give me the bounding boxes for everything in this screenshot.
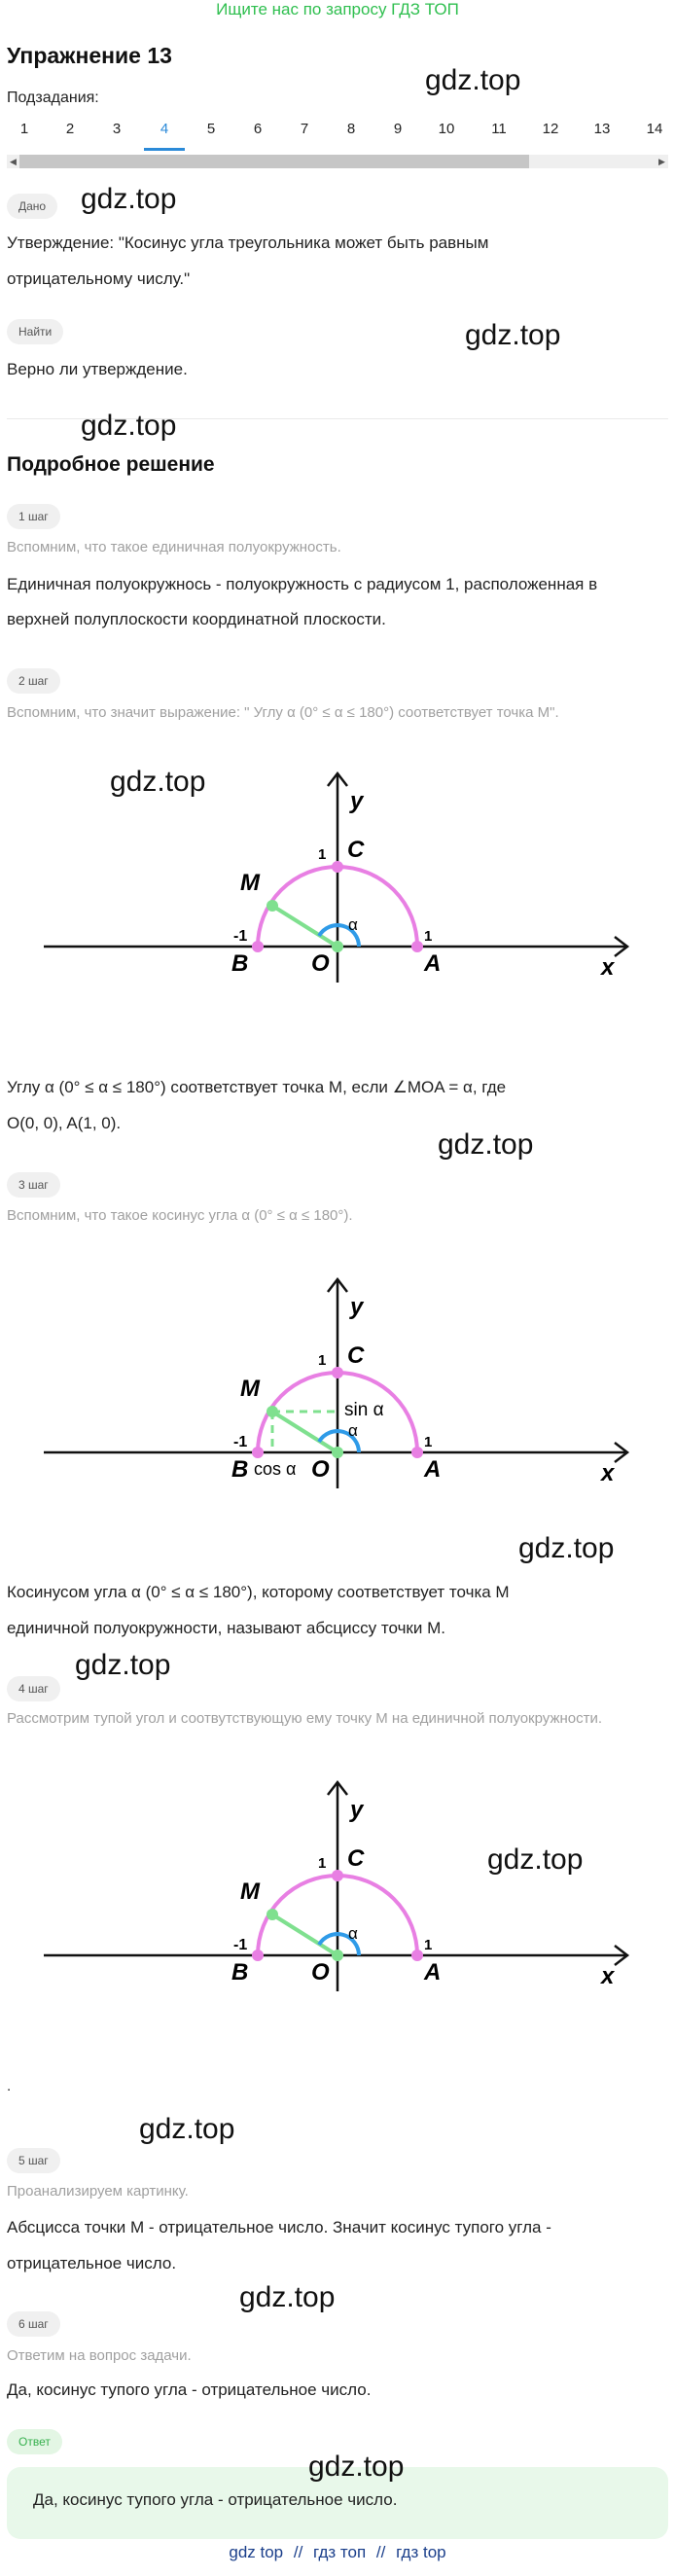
label-cos-alpha: cos α [254, 1459, 297, 1479]
label-one-right: 1 [424, 1434, 433, 1450]
watermark: gdz.top [139, 2113, 235, 2145]
tab-9[interactable]: 9 [393, 121, 403, 137]
step-1-line-1: Единичная полуокружнось - полуокружность с радиусом 1, расположенная в [7, 575, 598, 593]
label-b: B [231, 950, 249, 977]
label-alpha: α [348, 1924, 358, 1943]
tab-13[interactable]: 13 [593, 121, 611, 137]
label-b: B [231, 1959, 249, 1986]
label-one-top: 1 [318, 1352, 327, 1369]
step-2-chip: 2 шаг [7, 668, 60, 694]
tab-2[interactable]: 2 [65, 121, 75, 137]
label-c: C [347, 837, 365, 863]
step-2-note: Вспомним, что значит выражение: " Углу α (0° ≤ α ≤ 180°) соответствует точка M". [7, 704, 559, 721]
point-m [266, 1909, 278, 1920]
tab-10[interactable]: 10 [438, 121, 455, 137]
scroll-right-icon[interactable]: ▶ [658, 157, 665, 166]
step-6-chip: 6 шаг [7, 2311, 60, 2337]
label-m: M [240, 870, 260, 896]
point-b [252, 941, 264, 952]
label-minus-one: -1 [233, 1937, 248, 1953]
label-one-right: 1 [424, 928, 433, 945]
scrollbar-thumb[interactable] [19, 155, 529, 168]
point-m [266, 1406, 278, 1417]
label-a: A [424, 1959, 442, 1986]
step-5-chip: 5 шаг [7, 2148, 60, 2173]
label-alpha: α [348, 915, 358, 934]
step-6-line-1: Да, косинус тупого угла - отрицательное число. [7, 2380, 372, 2399]
given-line-1: Утверждение: "Косинус угла треугольника может быть равным [7, 233, 489, 252]
tab-12[interactable]: 12 [542, 121, 559, 137]
label-o: O [311, 1456, 330, 1483]
point-c [332, 1367, 343, 1378]
tab-8[interactable]: 8 [346, 121, 356, 137]
tab-4[interactable]: 4 [160, 121, 169, 137]
label-b: B [231, 1456, 249, 1483]
watermark: gdz.top [425, 64, 521, 96]
label-minus-one: -1 [233, 928, 248, 945]
label-o: O [311, 1959, 330, 1986]
point-c [332, 1870, 343, 1881]
scroll-left-icon[interactable]: ◀ [10, 157, 17, 166]
point-a [411, 941, 423, 952]
point-b [252, 1447, 264, 1458]
label-one-top: 1 [318, 846, 327, 863]
watermark: gdz.top [518, 1532, 615, 1564]
watermark: gdz.top [487, 1843, 584, 1876]
step-3-line-2: единичной полуокружности, называют абсциссу точки M. [7, 1619, 445, 1637]
answer-chip: Ответ [7, 2429, 62, 2454]
label-x: x [601, 1460, 615, 1486]
watermark: gdz.top [239, 2281, 336, 2313]
footer-link-gdz-top-mixed[interactable]: гдз top [396, 2543, 446, 2561]
find-chip: Найти [7, 319, 63, 344]
point-c [332, 861, 343, 873]
tab-5[interactable]: 5 [206, 121, 216, 137]
label-y: y [350, 1797, 364, 1823]
footer-links [0, 2543, 675, 2562]
label-o: O [311, 950, 330, 977]
label-sin-alpha: sin α [344, 1400, 384, 1420]
step-4-note: Рассмотрим тупой угол и соотвутствующую ему точку M на единичной полуокружности. [7, 1710, 603, 1727]
point-o [332, 1950, 343, 1961]
page-title: Упражнение 13 [7, 43, 172, 68]
label-x: x [601, 954, 615, 981]
point-o [332, 1447, 343, 1458]
point-b [252, 1950, 264, 1961]
step-3-chip: 3 шаг [7, 1172, 60, 1198]
watermark: gdz.top [465, 319, 561, 351]
watermark: gdz.top [81, 183, 177, 215]
promo-banner[interactable]: Ищите нас по запросу ГДЗ ТОП [216, 0, 459, 18]
point-o [332, 941, 343, 952]
tab-11[interactable]: 11 [491, 121, 507, 137]
find-text: Верно ли утверждение. [7, 360, 188, 378]
active-tab-indicator [144, 148, 185, 151]
step-5-line-1: Абсцисса точки M - отрицательное число. Значит косинус тупого угла - [7, 2218, 551, 2236]
point-a [411, 1447, 423, 1458]
footer-separator: // [375, 2543, 386, 2561]
step-4-chip: 4 шаг [7, 1676, 60, 1701]
step-4-trailing-dot: . [7, 2078, 12, 2094]
tab-7[interactable]: 7 [300, 121, 309, 137]
label-y: y [350, 788, 364, 814]
label-one-top: 1 [318, 1855, 327, 1872]
watermark: gdz.top [110, 766, 206, 798]
label-one-right: 1 [424, 1937, 433, 1953]
watermark: gdz.top [438, 1128, 534, 1161]
tab-14[interactable]: 14 [646, 121, 663, 137]
tab-1[interactable]: 1 [19, 121, 29, 137]
unit-semicircle-diagram-1 [0, 759, 675, 992]
given-line-2: отрицательному числу." [7, 269, 191, 288]
footer-link-gdz-top[interactable]: gdz top [229, 2543, 284, 2561]
unit-semicircle-diagram-2 [0, 1265, 675, 1498]
point-a [411, 1950, 423, 1961]
point-m [266, 900, 278, 912]
step-2-line-2: O(0, 0), A(1, 0). [7, 1114, 122, 1132]
label-a: A [424, 950, 442, 977]
watermark: gdz.top [81, 410, 177, 442]
step-5-note: Проанализируем картинку. [7, 2183, 189, 2200]
watermark: gdz.top [75, 1649, 171, 1681]
label-alpha: α [348, 1421, 358, 1440]
tab-6[interactable]: 6 [253, 121, 263, 137]
answer-text: Да, косинус тупого угла - отрицательное число. [33, 2490, 398, 2509]
subtask-tabs [0, 121, 675, 146]
label-m: M [240, 1878, 260, 1905]
label-y: y [350, 1294, 364, 1320]
step-2-line-1: Углу α (0° ≤ α ≤ 180°) соответствует точка M, если ∠MOA = α, где [7, 1078, 507, 1096]
step-1-note: Вспомним, что такое единичная полуокружность. [7, 539, 341, 555]
label-minus-one: -1 [233, 1434, 248, 1450]
label-a: A [424, 1456, 442, 1483]
label-x: x [601, 1963, 615, 1989]
subtasks-label: Подзадания: [7, 89, 99, 106]
label-c: C [347, 1845, 365, 1872]
step-1-line-2: верхней полуплоскости координатной плоскости. [7, 610, 386, 628]
label-c: C [347, 1342, 365, 1369]
tab-3[interactable]: 3 [112, 121, 122, 137]
footer-link-gdz-top-ru[interactable]: гдз топ [313, 2543, 367, 2561]
step-3-line-1: Косинусом угла α (0° ≤ α ≤ 180°), которому соответствует точка M [7, 1583, 510, 1601]
footer-separator: // [293, 2543, 303, 2561]
given-chip: Дано [7, 194, 57, 219]
step-1-chip: 1 шаг [7, 504, 60, 529]
label-m: M [240, 1376, 260, 1402]
solution-title: Подробное решение [7, 453, 215, 476]
step-3-note: Вспомним, что такое косинус угла α (0° ≤ α ≤ 180°). [7, 1207, 353, 1224]
watermark: gdz.top [308, 2451, 405, 2483]
step-5-line-2: отрицательное число. [7, 2254, 177, 2272]
unit-semicircle-diagram-3 [0, 1768, 675, 2001]
step-6-note: Ответим на вопрос задачи. [7, 2347, 192, 2364]
